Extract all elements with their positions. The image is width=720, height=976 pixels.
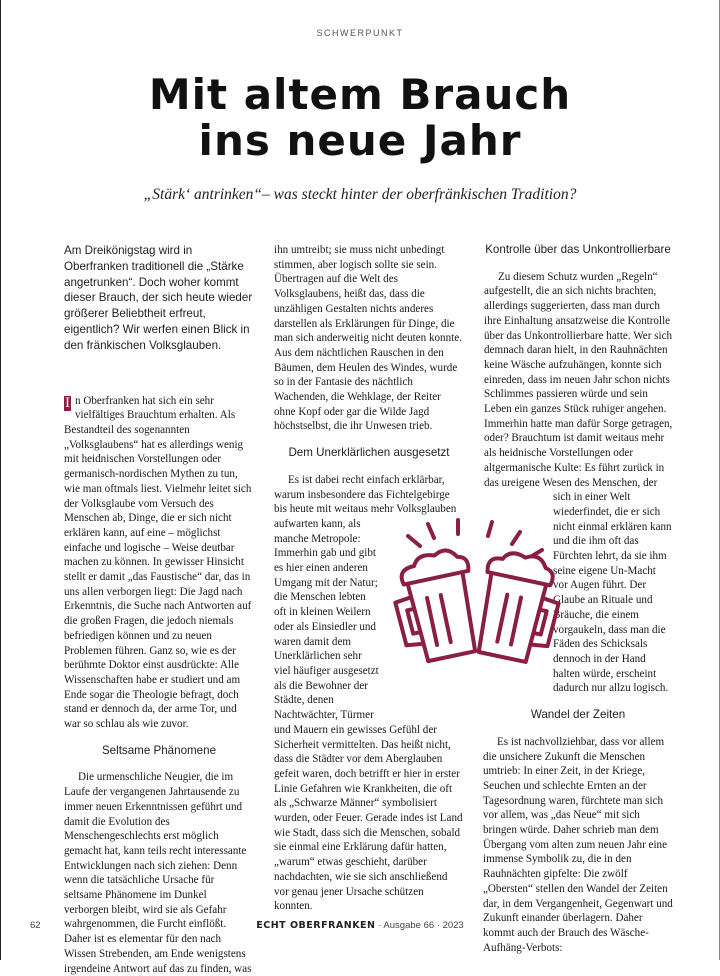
issue-info: · Ausgabe 66 · 2023 (378, 920, 464, 931)
drop-cap: I (65, 394, 70, 411)
footer-credit (0, 920, 720, 931)
article-subtitle: „Stärk‘ antrinken“– was steckt hinter der oberfränkischen Tradition? (143, 186, 577, 203)
wrap-spacer-top (463, 473, 464, 519)
col1-paragraph-2: Die urmenschliche Neugier, die im Laufe der vergangenen Jahrtausende zu immer neuen Erkenntnissen geführt und damit die Evolution des Menschengeschlechts erst möglich gemacht hat, kann teils recht interessante Entwicklungen nach sich ziehen: Denn wenn die tatsächliche Ursache für seltsame Phänomene im Dunkel verborgen bleibt, wird sie als Gefahr wahrgenommen, die Furcht einflößt. Daher ist es elementar für den nach Wissen Strebenden, am Ende wenigstens irgendeine Antwort auf das zu finden, was (64, 771, 252, 975)
col3-paragraph-1: Zu diesem Schutz wurden „Regeln“ aufgestellt, die an sich nichts brachten, allerdings suggerierten, dass man durch ihre Einhaltung ansatzweise die Kontrolle über das Unkontrollierbare hatte. Wer sich demnach daran hielt, in den Rauhnächten keine Wäsche aufzuhängen, konnte sich einreden, dass im neuen Jahr schon nichts Schlimmes passieren würde und sein Leben ein ganzes Stück ruhiger angehen. Immerhin hatte man dafür Sorge getragen, oder? Brauchtum ist damit weitaus mehr als heidnische Vorstellungen oder altgermanische Kulte: Es führt zurück in das ureigene Wesen des Menschen, der sich in einer Welt wiederfindet, die er sich nicht einmal erklären kann und die ihm oft das Fürchten lehrt, da sie ihm seine eigene Un-Macht vor Augen führt. Der Glaube an Rituale und Bräuche, die einem vorgaukeln, dass man die Fäden des Schicksals dennoch in der Hand halten würde, erscheint dadurch nur allzu logisch. (484, 270, 673, 695)
sparkle-line (428, 524, 434, 538)
article-title (0, 72, 720, 164)
beer-mugs-toast-icon (388, 516, 564, 668)
magazine-brand: ECHT OBERFRANKEN (256, 920, 376, 931)
title-line-2: ins neue Jahr (198, 116, 522, 165)
col2-paragraph-2: Es ist dabei recht einfach erklärbar, warum insbesondere das Fichtelgebirge bis heute mit weitaus mehr Volksglauben aufwarten kann, als manche Metropole: Immerhin gab und gibt es hier einen anderen Umgang mit der Natur; die Menschen lebten oft in kleinen Weilern oder als Einsiedler und waren damit dem Unerklärlichen sehr viel häufiger ausgesetzt als die Bewohner der Städte, denen Nachtwächter, Türmer und Mauern ein gewisses Gefühl der Sicherheit vermittelten. Das heißt nicht, dass die Städter vor dem Aberglauben gefeit waren, doch betrifft er hier in erster Linie Gefahren wie Krankheiten, die oft als „Schwarze Männer“ symbolisiert wurden, oder Feuer. Gerade indes ist Land wie Stadt, dass sich die Menschen, sobald sie einmal eine Erklärung dafür hatten, „warum“ etwas geschieht, darüber nachdachten, wie sie sich anschließend vor genau jener Ursache schützen konnten. (274, 473, 463, 913)
subheading-seltsame-phaenomene: Seltsame Phänomene (101, 743, 217, 757)
sparkle-line (408, 536, 420, 546)
col2-paragraph-1: ihn umtreibt; sie muss nicht unbedingt stimmen, aber logisch sollte sie sein. Übertragen auf die Welt des Volksglaubens, heißt das, dass die unzähligen Gestalten nichts anderes darstellen als Erklärungen für Dinge, die man sich anderweitig nicht deuten konnte. Aus dem nächtlichen Rauschen in den Bäumen, dem Heulen des Windes, wurde so in der Fantasie des nächtlich Wachenden, die Wehklage, der Reiter ohne Kopf oder gar die Wilde Jagd höchstselbst, die ihr Unwesen trieb. (274, 244, 462, 433)
subheading-unerklaerlichen: Dem Unerklärlichen ausgesetzt (288, 446, 450, 460)
col1-paragraph-1 (64, 394, 254, 732)
lead-paragraph: Am Dreikönigstag wird in Oberfranken traditionell die „Stärke angetrunken“. Doch woher kommt dieser Brauch, der sich heute wieder größerer Beliebtheit erfreut, eigentlich? Wir werfen einen Blick in den fränkischen Volksglauben. (64, 244, 253, 352)
left-mug (388, 546, 486, 665)
col1-paragraph-1-text: n Oberfranken hat sich ein sehr vielfältiges Brauchtum erhalten. Als Bestandteil des sogenannten „Volksglaubens“ hat es allerdings wenig mit heidnischen Vorstellungen oder germanisch-nordischen Mythen zu tun, wie man oftmals liest. Vielmehr leitet sich der Volksglaube vom Versuch des Menschen ab, Dinge, die er sich nicht erklären kann, auf eine – möglichst einfache und logische – Weise deutbar machen zu können. In gewisser Hinsicht stellt er damit „das Faustische“ dar, das in uns allen verborgen liegt: Die Jagd nach Erkenntnis, die Suche nach Antworten auf die großen Fragen, die jedoch niemals befriedigen können und zu neuen Problemen führen. Ganz so, wie es der berühmte Doktor einst ausdrückte: Alle Wissenschaften habe er studiert und am Ende sogar die Theologie befragt, doch stand er dennoch da, der arme Tor, und war so schlau als wie zuvor. (64, 394, 252, 731)
section-kicker: SCHWERPUNKT (316, 28, 404, 38)
sparkle-line (488, 522, 492, 536)
right-mug (470, 548, 564, 667)
page-number: 62 (30, 920, 41, 931)
subheading-wandel-der-zeiten: Wandel der Zeiten (530, 708, 626, 722)
title-line-1: Mit altem Brauch (148, 70, 572, 119)
column-1 (64, 243, 254, 976)
sparkle-line (512, 532, 520, 544)
col3-paragraph-2: Es ist nachvollziehbar, dass vor allem die unsichere Zukunft die Menschen umtrieb: In einer Zeit, in der Kriege, Seuchen und schlechte Ernten an der Tagesordnung waren, fürchtete man sich vor allem, was „das Neue“ mit sich bringen würde. Daher schrieb man dem Übergang vom alten zum neuen Jahr eine immense Symbolik zu, die in den Rauhnächten gipfelte: Die zwölf „Obersten“ stellen den Wandel der Zeiten dar, in dem Vergangenheit, Gegenwart und Zukunft einander überlagern. Daher kommt auch der Brauch des Wäsche-Aufhäng-Verbots: (483, 735, 673, 954)
subheading-kontrolle: Kontrolle über das Unkontrollierbare (485, 243, 671, 256)
